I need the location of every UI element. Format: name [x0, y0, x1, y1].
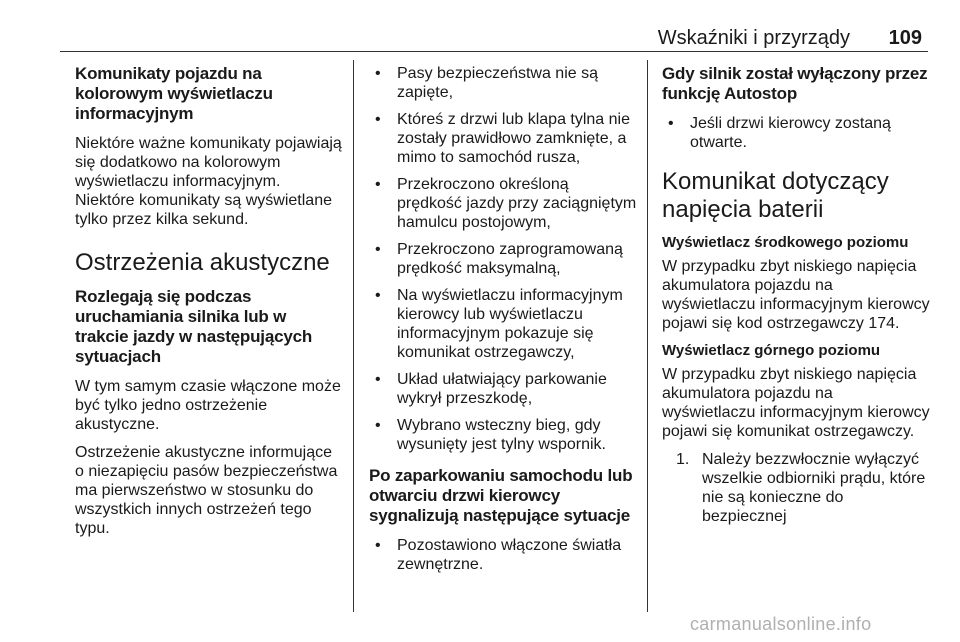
bullet-item: • Pasy bezpieczeństwa nie są zapięte,: [369, 64, 637, 102]
paragraph: Niektóre ważne komunikaty pojawiają się dodatkowo na kolorowym wyświetlaczu informacyjnym. Niektóre komunikaty są wyświetlane tylko przez kilka sekund.: [75, 135, 342, 228]
bullet-item: • Wybrano wsteczny bieg, gdy wysunięty jest tylny wspornik.: [369, 416, 637, 454]
header-title: Wskaźniki i przyrządy: [657, 27, 850, 49]
page-number: 109: [888, 27, 922, 49]
column-divider: [353, 60, 354, 612]
paragraph: W przypadku zbyt niskiego napięcia akumulatora pojazdu na wyświetlaczu informacyjnym kierowcy pojawi się komunikat ostrzegawczy.: [662, 366, 930, 440]
column-1: [75, 64, 343, 547]
heading-autostop: Gdy silnik został wyłączony przez funkcję Autostop: [662, 64, 928, 103]
column-2: [369, 64, 637, 582]
paragraph: Ostrzeżenie akustyczne informujące o niezapięciu pasów bezpieczeństwa ma pierwszeństwo w stosunku do wszystkich innych ostrzeżeń tego typu.: [75, 444, 338, 537]
numbered-step: [676, 450, 930, 526]
heading-colored-display: Komunikaty pojazdu na kolorowym wyświetlaczu informacyjnym: [75, 64, 273, 123]
bullet-item: • Przekroczono zaprogramowaną prędkość maksymalną,: [369, 240, 637, 278]
heading-after-parking: Po zaparkowaniu samochodu lub otwarciu drzwi kierowcy sygnalizują następujące sytuacje: [369, 466, 633, 525]
paragraph: W przypadku zbyt niskiego napięcia akumulatora pojazdu na wyświetlaczu informacyjnym kierowcy pojawi się kod ostrzegawczy 174.: [662, 258, 930, 332]
bullet-item: • Jeśli drzwi kierowcy zostaną otwarte.: [662, 114, 930, 152]
page-header: [60, 27, 928, 52]
heading-upper-level-display: Wyświetlacz górnego poziomu: [662, 342, 881, 359]
heading-acoustic-warnings: Ostrzeżenia akustyczne: [75, 249, 330, 276]
heading-start-conditions: Rozlegają się podczas uruchamiania silnika lub w trakcie jazdy w następujących sytuacjach: [75, 287, 313, 366]
bullet-item: • Układ ułatwiający parkowanie wykrył przeszkodę,: [369, 370, 637, 408]
bullet-item: • Przekroczono określoną prędkość jazdy przy zaciągniętym hamulcu postojowym,: [369, 175, 637, 232]
watermark: carmanualsonline.info: [690, 614, 872, 634]
bullet-item: • Pozostawiono włączone światła zewnętrzne.: [369, 536, 637, 574]
paragraph: W tym samym czasie włączone może być tylko jedno ostrzeżenie akustyczne.: [75, 378, 341, 433]
column-3: [662, 64, 930, 526]
bullet-item: • Któreś z drzwi lub klapa tylna nie zostały prawidłowo zamknięte, a mimo to samochód rusza,: [369, 110, 637, 167]
heading-battery-voltage: Komunikat dotyczący napięcia baterii: [662, 168, 889, 223]
step-text: Należy bezzwłocznie wyłączyć wszelkie odbiorniki prądu, które nie są konieczne do bezpiecznej: [702, 451, 926, 525]
heading-mid-level-display: Wyświetlacz środkowego poziomu: [662, 234, 909, 251]
bullet-item: • Na wyświetlaczu informacyjnym kierowcy lub wyświetlaczu informacyjnym pokazuje się komunikat ostrzegawczy,: [369, 286, 637, 362]
step-number: 1.: [676, 451, 690, 468]
column-divider: [647, 60, 648, 612]
